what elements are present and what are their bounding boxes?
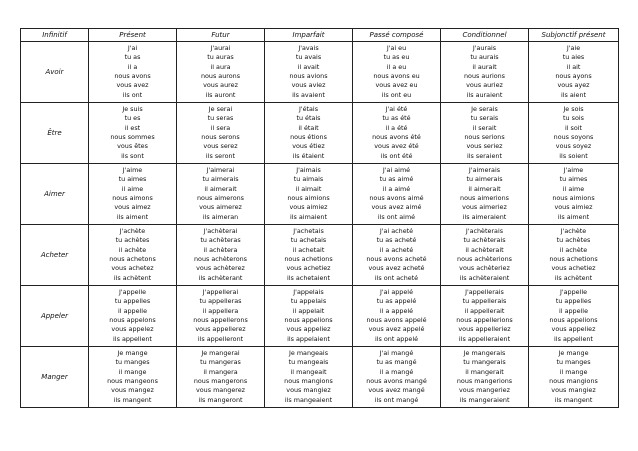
conjugated-form: il aimerait xyxy=(468,184,501,193)
conjugated-form: vous appeliez xyxy=(551,325,596,334)
conjugated-form: ils appelleraient xyxy=(458,334,511,343)
verb-infinitive: Avoir xyxy=(21,42,89,103)
conjugated-form: Je serais xyxy=(471,104,498,113)
conjugated-form: il appelle xyxy=(117,306,148,315)
conjugated-form: J'ai été xyxy=(385,104,408,113)
conjugated-form: ils mangeraient xyxy=(459,395,510,404)
conjugation-cell xyxy=(177,164,265,225)
conjugated-form: il a mangé xyxy=(379,367,414,376)
conjugated-form: nous mangeons xyxy=(107,377,158,385)
conjugated-form: tu as appelé xyxy=(376,297,417,306)
conjugated-form: vous avez xyxy=(116,81,149,90)
column-header: Infinitif xyxy=(21,29,89,42)
conjugated-form: vous appellerez xyxy=(195,325,246,334)
conjugated-form: Je mange xyxy=(117,348,148,357)
conjugated-form: nous appelions xyxy=(284,316,333,324)
conjugated-form: vous étiez xyxy=(292,142,325,151)
conjugated-form: ils appelaient xyxy=(287,334,330,343)
conjugated-form: tu serais xyxy=(470,114,499,123)
conjugation-cell xyxy=(265,286,353,347)
conjugated-form: ils achetaient xyxy=(286,273,330,282)
conjugated-form: vous achetiez xyxy=(286,264,331,273)
conjugation-cell xyxy=(177,347,265,408)
conjugated-form: J'achetais xyxy=(293,226,324,235)
conjugated-form: vous aimeriez xyxy=(462,203,507,212)
conjugated-form: tu as aimé xyxy=(379,175,414,184)
conjugated-form: vous êtes xyxy=(117,142,148,151)
conjugated-form: nous aimons xyxy=(112,194,153,202)
conjugated-form: tu mangeais xyxy=(288,358,329,367)
conjugation-cell xyxy=(89,286,177,347)
conjugation-cell xyxy=(441,103,529,164)
conjugated-form: il mangerait xyxy=(465,367,504,376)
conjugated-form: ils ont xyxy=(122,90,143,99)
conjugated-form: vous achetez xyxy=(111,264,154,273)
conjugation-cell xyxy=(265,347,353,408)
table-body xyxy=(21,42,619,408)
column-header: Futur xyxy=(177,29,265,42)
conjugated-form: vous avez acheté xyxy=(368,264,425,273)
conjugated-form: ils sont xyxy=(121,151,144,160)
conjugated-form: ils auraient xyxy=(466,90,503,99)
conjugated-form: il appelait xyxy=(292,306,325,315)
conjugation-cell xyxy=(441,164,529,225)
conjugated-form: nous avons acheté xyxy=(366,255,427,263)
conjugated-form: il appelle xyxy=(558,306,589,315)
conjugated-form: tu appelles xyxy=(555,297,592,306)
conjugation-cell xyxy=(177,103,265,164)
conjugated-form: nous aurons xyxy=(200,72,241,80)
conjugated-form: il a acheté xyxy=(379,245,414,254)
conjugated-form: J'aimerais xyxy=(468,165,501,174)
conjugated-form: nous mangions xyxy=(549,377,598,385)
table-row xyxy=(21,286,619,347)
conjugated-form: il appellerait xyxy=(464,306,505,315)
conjugated-form: ils avaient xyxy=(292,90,325,99)
conjugated-form: ils mangent xyxy=(113,395,152,404)
conjugated-form: J'étais xyxy=(298,104,319,113)
conjugated-form: ils aimeraient xyxy=(462,212,507,221)
conjugated-form: J'ai eu xyxy=(386,43,407,52)
table-row xyxy=(21,42,619,103)
conjugation-cell xyxy=(177,225,265,286)
conjugated-form: tu appelais xyxy=(290,297,327,306)
conjugated-form: ils seraient xyxy=(467,151,502,160)
conjugation-cell xyxy=(441,42,529,103)
conjugation-cell xyxy=(177,42,265,103)
conjugated-form: tu sois xyxy=(563,114,584,123)
conjugated-form: vous avez eu xyxy=(375,81,418,90)
conjugation-cell xyxy=(529,286,619,347)
conjugated-form: il était xyxy=(298,123,319,132)
conjugated-form: tu es xyxy=(124,114,141,123)
conjugated-form: vous achetiez xyxy=(551,264,596,273)
conjugated-form: J'ai appelé xyxy=(379,287,414,296)
conjugated-form: ils mangent xyxy=(554,395,593,404)
table-row xyxy=(21,103,619,164)
conjugated-form: il a aimé xyxy=(382,184,411,193)
conjugated-form: nous mangerons xyxy=(193,377,248,385)
conjugated-form: ils mangeaient xyxy=(284,395,333,404)
conjugated-form: ils appellent xyxy=(113,334,152,343)
conjugated-form: J'ai xyxy=(127,43,138,52)
conjugated-form: il aime xyxy=(562,184,585,193)
conjugated-form: vous aimez xyxy=(114,203,151,212)
conjugated-form: il a appelé xyxy=(379,306,414,315)
conjugated-form: J'achète xyxy=(560,226,587,235)
conjugated-form: vous mangerez xyxy=(195,386,246,395)
conjugated-form: J'appelle xyxy=(118,287,147,296)
conjugated-form: nous avons été xyxy=(372,133,421,141)
conjugated-form: J'aurais xyxy=(472,43,497,52)
conjugated-form: il aurait xyxy=(472,62,497,71)
conjugated-form: tu aies xyxy=(562,53,585,62)
conjugation-cell xyxy=(177,286,265,347)
conjugated-form: vous mangiez xyxy=(286,386,331,395)
conjugated-form: ils ont acheté xyxy=(374,273,419,282)
conjugated-form: vous avez aimé xyxy=(371,203,422,212)
conjugated-form: vous achèterez xyxy=(196,264,245,273)
conjugation-cell xyxy=(441,286,529,347)
conjugated-form: J'appelle xyxy=(559,287,588,296)
conjugation-cell xyxy=(89,347,177,408)
conjugated-form: il soit xyxy=(564,123,583,132)
conjugated-form: tu appelles xyxy=(114,297,151,306)
conjugation-cell xyxy=(441,347,529,408)
conjugated-form: il mange xyxy=(118,367,147,376)
conjugated-form: ils aiment xyxy=(116,212,149,221)
conjugated-form: il achetait xyxy=(292,245,325,254)
conjugated-form: vous aviez xyxy=(291,81,326,90)
conjugated-form: il a été xyxy=(385,123,408,132)
conjugated-form: tu achètes xyxy=(115,236,150,245)
conjugated-form: tu achèteras xyxy=(200,236,241,245)
conjugated-form: il aimait xyxy=(295,184,322,193)
conjugated-form: tu auras xyxy=(207,53,234,62)
conjugated-form: ils aimeran xyxy=(202,212,239,221)
conjugated-form: nous aurions xyxy=(463,72,506,80)
conjugation-cell xyxy=(89,42,177,103)
conjugation-cell xyxy=(353,225,441,286)
conjugation-cell xyxy=(529,42,619,103)
conjugation-cell xyxy=(353,347,441,408)
conjugated-form: nous aimerions xyxy=(460,194,509,202)
conjugated-form: il aimerait xyxy=(204,184,237,193)
conjugated-form: nous serions xyxy=(464,133,505,141)
conjugated-form: J'appellerai xyxy=(202,287,239,296)
conjugation-table xyxy=(20,28,619,408)
conjugation-cell xyxy=(529,347,619,408)
conjugated-form: nous avons eu xyxy=(373,72,420,80)
conjugated-form: nous appelions xyxy=(549,316,598,324)
conjugated-form: nous aimions xyxy=(552,194,595,202)
conjugated-form: ils achètent xyxy=(113,273,152,282)
conjugated-form: J'achète xyxy=(119,226,146,235)
conjugated-form: nous ayons xyxy=(555,72,592,80)
conjugated-form: tu appellerais xyxy=(462,297,507,306)
verb-infinitive: Appeler xyxy=(21,286,89,347)
conjugation-cell xyxy=(265,164,353,225)
conjugated-form: J'aime xyxy=(563,165,584,174)
conjugation-cell xyxy=(353,42,441,103)
conjugated-form: il achèterait xyxy=(465,245,504,254)
table-row xyxy=(21,225,619,286)
conjugated-form: nous avons appelé xyxy=(366,316,427,324)
conjugated-form: nous achèterions xyxy=(457,255,512,263)
conjugated-form: nous avions xyxy=(289,72,328,80)
conjugated-form: nous serons xyxy=(201,133,240,141)
conjugated-form: ils achèterant xyxy=(198,273,243,282)
column-header: Présent xyxy=(89,29,177,42)
column-header: Subjonctif présent xyxy=(529,29,619,42)
conjugated-form: ils appellent xyxy=(554,334,593,343)
conjugated-form: ils achètent xyxy=(554,273,593,282)
conjugated-form: tu manges xyxy=(115,358,150,367)
conjugated-form: J'appelais xyxy=(293,287,324,296)
conjugated-form: il ait xyxy=(566,62,581,71)
conjugated-form: tu as xyxy=(124,53,141,62)
conjugated-form: J'aurai xyxy=(210,43,231,52)
conjugated-form: vous mangez xyxy=(111,386,154,395)
conjugation-cell xyxy=(529,164,619,225)
conjugated-form: J'appellerais xyxy=(465,287,504,296)
conjugated-form: nous mangions xyxy=(284,377,333,385)
column-header: Imparfait xyxy=(265,29,353,42)
conjugated-form: nous mangerions xyxy=(456,377,513,385)
conjugated-form: tu aimes xyxy=(118,175,147,184)
conjugation-cell xyxy=(265,103,353,164)
conjugated-form: il a eu xyxy=(386,62,407,71)
conjugated-form: nous achetions xyxy=(549,255,598,263)
conjugated-form: ils aient xyxy=(560,90,587,99)
conjugated-form: tu achetais xyxy=(290,236,327,245)
conjugation-cell xyxy=(353,164,441,225)
conjugated-form: ils ont aimé xyxy=(377,212,416,221)
conjugation-cell xyxy=(89,103,177,164)
header-row xyxy=(21,29,619,42)
conjugated-form: vous aimiez xyxy=(554,203,593,212)
conjugated-form: vous achèteriez xyxy=(459,264,510,273)
conjugated-form: tu achètes xyxy=(556,236,591,245)
conjugated-form: il achète xyxy=(559,245,588,254)
conjugated-form: ils ont mangé xyxy=(374,395,419,404)
conjugated-form: Je mange xyxy=(558,348,589,357)
conjugated-form: tu as eu xyxy=(383,53,410,62)
conjugated-form: tu aimais xyxy=(293,175,324,184)
conjugated-form: ils achèteraient xyxy=(459,273,510,282)
conjugated-form: nous soyons xyxy=(553,133,594,141)
conjugated-form: vous aimiez xyxy=(289,203,328,212)
conjugated-form: Je mangeais xyxy=(288,348,329,357)
conjugated-form: il aura xyxy=(210,62,231,71)
table-header xyxy=(21,29,619,42)
conjugated-form: ils aiment xyxy=(557,212,590,221)
conjugated-form: nous avons mangé xyxy=(366,377,427,385)
conjugated-form: il mange xyxy=(559,367,588,376)
conjugated-form: ils appelleront xyxy=(197,334,244,343)
verb-infinitive: Acheter xyxy=(21,225,89,286)
conjugated-form: nous achèterons xyxy=(194,255,247,263)
conjugated-form: vous appeliez xyxy=(286,325,331,334)
conjugated-form: vous mangeriez xyxy=(459,386,510,395)
verb-infinitive: Aimer xyxy=(21,164,89,225)
verb-infinitive: Manger xyxy=(21,347,89,408)
conjugated-form: J'aie xyxy=(566,43,581,52)
conjugated-form: Je sois xyxy=(563,104,584,113)
conjugated-form: il avait xyxy=(297,62,320,71)
conjugated-form: vous auriez xyxy=(466,81,503,90)
conjugated-form: nous aimerons xyxy=(197,194,244,202)
conjugated-form: J'ai acheté xyxy=(379,226,414,235)
conjugated-form: tu manges xyxy=(556,358,591,367)
conjugated-form: nous aimions xyxy=(287,194,330,202)
conjugation-cell xyxy=(529,103,619,164)
conjugated-form: il serait xyxy=(472,123,497,132)
conjugated-form: tu aimes xyxy=(559,175,588,184)
conjugated-form: nous étions xyxy=(290,133,327,141)
conjugated-form: tu étais xyxy=(296,114,321,123)
conjugated-form: nous appellerons xyxy=(193,316,248,324)
conjugated-form: Je suis xyxy=(122,104,143,113)
conjugated-form: J'aimerai xyxy=(206,165,235,174)
conjugated-form: il a xyxy=(127,62,138,71)
conjugated-form: nous sommes xyxy=(110,133,155,141)
conjugated-form: ils mangeront xyxy=(198,395,243,404)
conjugated-form: J'achèterai xyxy=(203,226,238,235)
conjugated-form: il est xyxy=(124,123,141,132)
conjugated-form: vous aimerez xyxy=(199,203,242,212)
conjugated-form: ils soient xyxy=(559,151,588,160)
conjugated-form: tu as mangé xyxy=(376,358,417,367)
verb-infinitive: Être xyxy=(21,103,89,164)
conjugated-form: tu aimerais xyxy=(466,175,503,184)
conjugated-form: J'aimais xyxy=(296,165,321,174)
conjugated-form: nous avons xyxy=(114,72,151,80)
conjugated-form: tu mangeras xyxy=(200,358,241,367)
conjugated-form: il aime xyxy=(121,184,144,193)
conjugated-form: vous soyez xyxy=(555,142,592,151)
conjugation-cell xyxy=(265,225,353,286)
conjugation-cell xyxy=(353,103,441,164)
conjugated-form: tu aimerais xyxy=(202,175,239,184)
conjugated-form: J'aime xyxy=(122,165,143,174)
conjugated-form: il sera xyxy=(210,123,231,132)
conjugated-form: vous serez xyxy=(203,142,238,151)
conjugated-form: nous appelons xyxy=(109,316,156,324)
conjugated-form: il mangera xyxy=(203,367,238,376)
conjugated-form: vous aurez xyxy=(203,81,238,90)
column-header: Conditionnel xyxy=(441,29,529,42)
conjugated-form: ils ont appelé xyxy=(374,334,419,343)
conjugation-cell xyxy=(265,42,353,103)
table-row xyxy=(21,347,619,408)
conjugated-form: nous achetions xyxy=(284,255,333,263)
conjugated-form: vous appelleriez xyxy=(458,325,511,334)
conjugated-form: nous avons aimé xyxy=(369,194,424,202)
conjugated-form: Je serai xyxy=(208,104,233,113)
conjugated-form: Je mangerai xyxy=(201,348,240,357)
conjugated-form: tu as été xyxy=(382,114,411,123)
conjugated-form: tu avais xyxy=(295,53,322,62)
conjugated-form: ils étaient xyxy=(292,151,325,160)
conjugated-form: vous avez appelé xyxy=(368,325,425,334)
conjugation-cell xyxy=(441,225,529,286)
table-row xyxy=(21,164,619,225)
conjugated-form: vous mangiez xyxy=(551,386,596,395)
conjugated-form: nous appellerions xyxy=(456,316,513,324)
conjugated-form: tu as acheté xyxy=(376,236,417,245)
conjugated-form: ils seront xyxy=(205,151,236,160)
conjugated-form: tu achèterais xyxy=(463,236,506,245)
conjugated-form: vous appelez xyxy=(111,325,154,334)
conjugated-form: ils ont été xyxy=(380,151,413,160)
conjugated-form: tu appelleras xyxy=(199,297,242,306)
conjugated-form: ils auront xyxy=(205,90,236,99)
column-header: Passé composé xyxy=(353,29,441,42)
conjugated-form: il mangeait xyxy=(290,367,327,376)
conjugated-form: nous achetons xyxy=(109,255,156,263)
conjugated-form: vous ayez xyxy=(557,81,590,90)
conjugated-form: vous seriez xyxy=(466,142,503,151)
conjugation-cell xyxy=(529,225,619,286)
conjugated-form: il achètera xyxy=(203,245,238,254)
conjugated-form: tu aurais xyxy=(470,53,499,62)
conjugated-form: il appellera xyxy=(202,306,239,315)
conjugated-form: J'avais xyxy=(298,43,319,52)
conjugated-form: J'ai mangé xyxy=(379,348,414,357)
conjugation-cell xyxy=(89,225,177,286)
conjugation-cell xyxy=(353,286,441,347)
conjugated-form: tu mangerais xyxy=(463,358,506,367)
conjugated-form: vous avez été xyxy=(374,142,419,151)
conjugated-form: ils aimaient xyxy=(289,212,327,221)
conjugated-form: ils ont eu xyxy=(381,90,412,99)
conjugation-cell xyxy=(89,164,177,225)
conjugated-form: J'achèterais xyxy=(465,226,504,235)
conjugated-form: Je mangerais xyxy=(463,348,506,357)
conjugated-form: il achète xyxy=(118,245,147,254)
conjugated-form: vous avez mangé xyxy=(368,386,425,395)
conjugated-form: J'ai aimé xyxy=(382,165,411,174)
conjugated-form: tu seras xyxy=(207,114,234,123)
